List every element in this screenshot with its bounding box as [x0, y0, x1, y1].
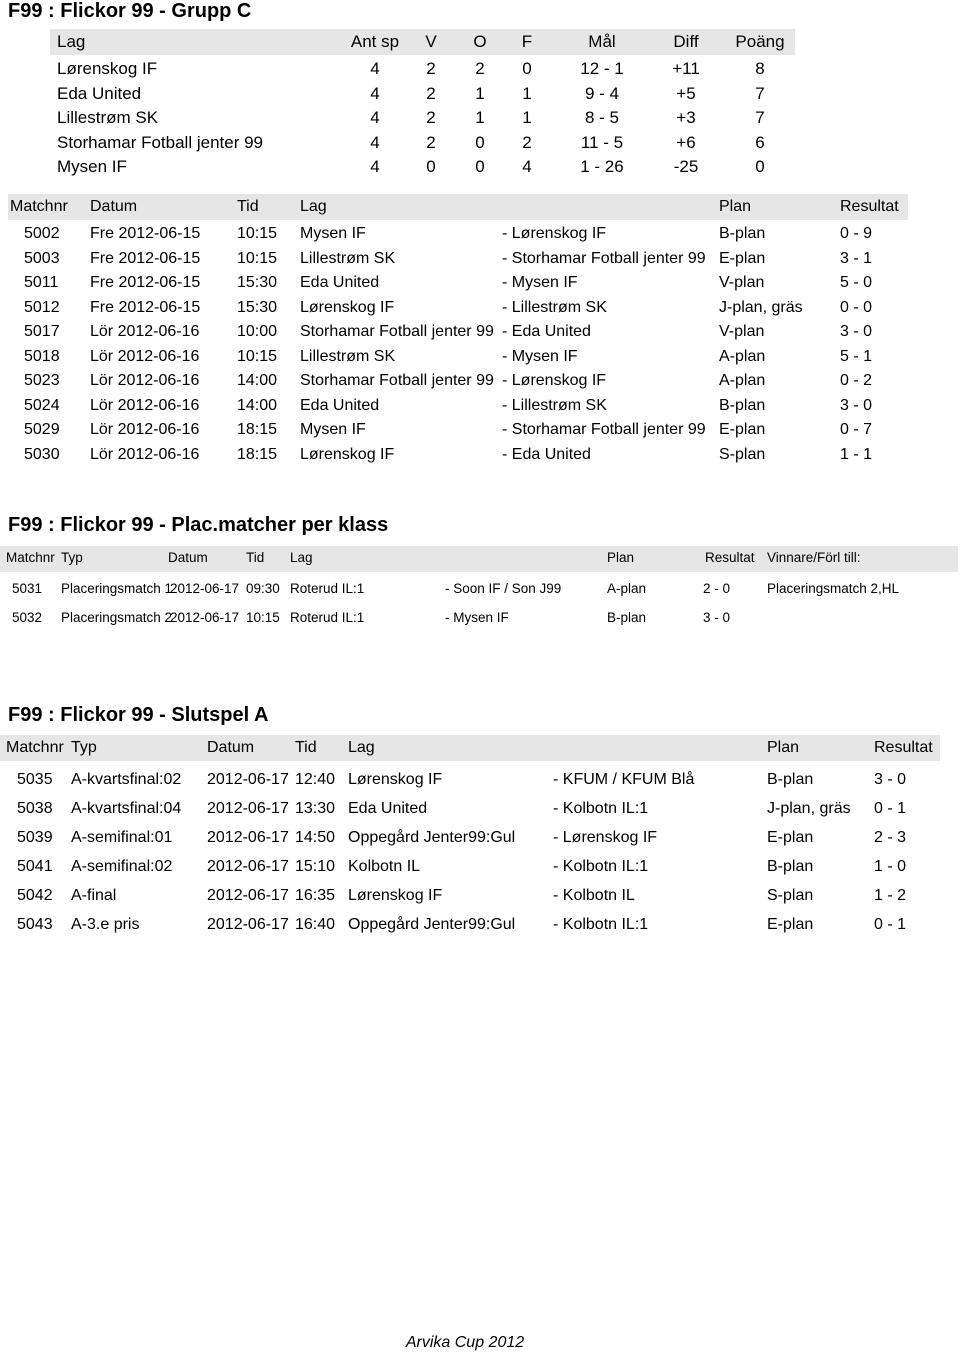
- slutspel-cell: 12:40: [295, 771, 336, 788]
- slutspel-cell: 5041: [17, 858, 53, 875]
- plac-header-cell: Plan: [607, 550, 635, 565]
- grupp-cell: Lørenskog IF: [57, 59, 158, 78]
- grupp-cell: 7: [755, 83, 765, 103]
- matches-header-cell: Datum: [90, 198, 138, 215]
- slutspel-cell: 16:35: [295, 887, 336, 904]
- matches-cell: - Lørenskog IF: [502, 372, 607, 389]
- grupp-cell: 4: [370, 157, 380, 176]
- matches-cell: - Lillestrøm SK: [502, 396, 607, 414]
- slutspel-cell: Lørenskog IF: [348, 771, 443, 788]
- grupp-cell: +5: [676, 83, 696, 103]
- grupp-cell: 1: [475, 108, 485, 127]
- matches-cell: Lørenskog IF: [300, 445, 395, 463]
- slutspel-cell: - KFUM / KFUM Blå: [553, 771, 695, 788]
- grupp-cell: 11 - 5: [580, 132, 624, 152]
- matches-cell: Fre 2012-06-15: [90, 249, 201, 267]
- matches-cell: Mysen IF: [300, 225, 366, 242]
- grupp-cell: Lillestrøm SK: [57, 108, 159, 127]
- slutspel-cell: 1 - 0: [874, 858, 907, 875]
- matches-header-cell: Matchnr: [10, 198, 68, 215]
- plac-header-cell: Datum: [168, 550, 208, 565]
- matches-cell: 5023: [24, 372, 60, 389]
- slutspel-cell: A-semifinal:02: [71, 858, 173, 875]
- grupp-cell: 2: [426, 132, 436, 152]
- matches-cell: 14:00: [237, 396, 278, 414]
- matches-cell: 5 - 0: [840, 274, 873, 291]
- plac-cell: Placeringsmatch 2,HL: [767, 581, 900, 596]
- matches-cell: 3 - 0: [840, 323, 873, 340]
- slutspel-cell: Oppegård Jenter99:Gul: [348, 916, 516, 933]
- slutspel-cell: - Kolbotn IL:1: [553, 916, 649, 933]
- grupp-cell: 6: [755, 132, 765, 152]
- slutspel-cell: Eda United: [348, 800, 428, 817]
- matches-cell: 5002: [24, 225, 60, 242]
- matches-cell: E-plan: [719, 421, 766, 438]
- slutspel-header-cell: Resultat: [874, 739, 933, 756]
- grupp-cell: 0: [475, 132, 485, 152]
- slutspel-cell: A-final: [71, 887, 117, 904]
- matches-cell: Lör 2012-06-16: [90, 372, 200, 389]
- grupp-cell: +11: [672, 59, 700, 78]
- slutspel-cell: Kolbotn IL: [348, 858, 421, 875]
- matches-cell: 10:15: [237, 347, 278, 365]
- matches-cell: - Storhamar Fotball jenter 99: [502, 249, 706, 267]
- plac-cell: Placeringsmatch 1: [61, 581, 173, 596]
- slutspel-cell: 1 - 2: [874, 887, 907, 904]
- slutspel-cell: 5035: [17, 771, 53, 788]
- matches-cell: 5024: [24, 396, 60, 414]
- matches-cell: A-plan: [719, 372, 766, 389]
- slutspel-cell: Oppegård Jenter99:Gul: [348, 829, 516, 846]
- grupp-header-cell: Mål: [588, 32, 616, 51]
- plac-cell: 5032: [12, 610, 43, 625]
- matches-cell: 10:15: [237, 225, 278, 242]
- matches-header-bar: [8, 194, 908, 220]
- matches-cell: A-plan: [719, 347, 766, 365]
- grupp-cell: 7: [755, 108, 765, 127]
- plac-header-cell: Tid: [246, 550, 265, 565]
- slutspel-cell: J-plan, gräs: [767, 800, 851, 817]
- slutspel-header-cell: Tid: [295, 739, 317, 756]
- matches-cell: Fre 2012-06-15: [90, 298, 201, 316]
- footer: Arvika Cup 2012: [405, 1334, 525, 1351]
- grupp-cell: Storhamar Fotball jenter 99: [57, 132, 263, 152]
- plac-cell: 10:15: [246, 610, 280, 625]
- slutspel-header-cell: Plan: [767, 739, 800, 756]
- slutspel-cell: E-plan: [767, 916, 814, 933]
- plac-header-cell: Typ: [61, 550, 83, 565]
- matches-cell: 5011: [24, 274, 59, 291]
- grupp-cell: 1: [522, 83, 532, 103]
- matches-cell: - Mysen IF: [502, 274, 578, 291]
- slutspel-cell: S-plan: [767, 887, 814, 904]
- slutspel-cell: - Kolbotn IL:1: [553, 858, 649, 875]
- slutspel-cell: 2012-06-17: [207, 858, 289, 875]
- matches-cell: 5012: [24, 298, 60, 316]
- grupp-cell: 0: [426, 157, 436, 176]
- grupp-cell: 1 - 26: [580, 157, 624, 176]
- grupp-cell: 4: [370, 108, 380, 127]
- slutspel-cell: A-3.e pris: [71, 916, 140, 933]
- matches-cell: 0 - 9: [840, 225, 873, 242]
- grupp-cell: -25: [673, 157, 699, 176]
- matches-cell: Lör 2012-06-16: [90, 421, 200, 438]
- matches-cell: 5 - 1: [840, 347, 873, 365]
- grupp-cell: 9 - 4: [584, 83, 620, 103]
- plac-cell: Placeringsmatch 2: [61, 610, 173, 625]
- slutspel-cell: 5042: [17, 887, 53, 904]
- matches-cell: Fre 2012-06-15: [90, 225, 201, 242]
- slutspel-cell: 2012-06-17: [207, 829, 289, 846]
- grupp-header-cell: Diff: [673, 32, 699, 51]
- slutspel-cell: E-plan: [767, 829, 814, 846]
- grupp-cell: 12 - 1: [580, 59, 624, 78]
- grupp-cell: 2: [426, 59, 436, 78]
- matches-header-cell: Resultat: [840, 198, 899, 215]
- grupp-title: F99 : Flickor 99 - Grupp C: [8, 0, 252, 22]
- matches-cell: - Lørenskog IF: [502, 225, 607, 242]
- grupp-cell: 0: [475, 157, 485, 176]
- grupp-header-cell: V: [425, 32, 437, 51]
- matches-cell: Eda United: [300, 274, 380, 291]
- plac-cell: 5031: [12, 581, 43, 596]
- plac-cell: - Soon IF / Son J99: [445, 581, 562, 596]
- slutspel-cell: 2012-06-17: [207, 771, 289, 788]
- matches-cell: 1 - 1: [840, 445, 873, 463]
- matches-cell: 18:15: [237, 421, 278, 438]
- slutspel-header-cell: Typ: [71, 739, 97, 756]
- matches-cell: E-plan: [719, 249, 766, 267]
- matches-cell: Storhamar Fotball jenter 99: [300, 372, 494, 389]
- matches-cell: Lørenskog IF: [300, 298, 395, 316]
- plac-header-cell: Lag: [290, 550, 313, 565]
- matches-cell: 5018: [24, 347, 60, 365]
- matches-header-cell: Tid: [237, 198, 259, 215]
- slutspel-cell: 15:10: [295, 858, 336, 875]
- slutspel-cell: 0 - 1: [874, 800, 907, 817]
- plac-header-cell: Matchnr: [6, 550, 55, 565]
- matches-cell: 5003: [24, 249, 60, 267]
- slutspel-cell: 14:50: [295, 829, 336, 846]
- grupp-header-cell: Lag: [57, 32, 86, 51]
- slutspel-cell: 0 - 1: [874, 916, 907, 933]
- slutspel-cell: - Kolbotn IL: [553, 887, 635, 904]
- plac-title: F99 : Flickor 99 - Plac.matcher per klass: [8, 514, 389, 536]
- matches-cell: 15:30: [237, 298, 278, 316]
- matches-cell: Lör 2012-06-16: [90, 445, 200, 463]
- slutspel-cell: 2012-06-17: [207, 916, 289, 933]
- grupp-cell: 2: [426, 83, 436, 103]
- matches-header-cell: Plan: [719, 198, 752, 215]
- grupp-header-cell: F: [521, 32, 533, 51]
- matches-cell: Lillestrøm SK: [300, 249, 396, 267]
- matches-cell: Mysen IF: [300, 421, 366, 438]
- slutspel-header-cell: Datum: [207, 739, 255, 756]
- matches-cell: 3 - 0: [840, 396, 873, 414]
- slutspel-cell: 5038: [17, 800, 53, 817]
- matches-cell: Eda United: [300, 396, 380, 414]
- plac-cell: 2 - 0: [703, 581, 731, 596]
- grupp-cell: 2: [475, 59, 485, 78]
- grupp-cell: 2: [426, 108, 436, 127]
- matches-cell: 0 - 0: [840, 298, 873, 316]
- grupp-cell: 4: [370, 132, 380, 152]
- matches-cell: 5017: [24, 323, 60, 340]
- matches-cell: S-plan: [719, 445, 766, 463]
- slutspel-title: F99 : Flickor 99 - Slutspel A: [8, 704, 269, 726]
- plac-cell: 2012-06-17: [170, 610, 240, 625]
- grupp-cell: 1: [475, 83, 485, 103]
- matches-cell: B-plan: [719, 396, 766, 414]
- matches-cell: B-plan: [719, 225, 766, 242]
- plac-cell: 2012-06-17: [170, 581, 240, 596]
- grupp-cell: 1: [522, 108, 532, 127]
- grupp-cell: 4: [370, 59, 380, 78]
- matches-cell: Lör 2012-06-16: [90, 396, 200, 414]
- plac-header-cell: Vinnare/Förl till:: [767, 550, 861, 565]
- matches-cell: 3 - 1: [840, 249, 873, 267]
- plac-cell: - Mysen IF: [445, 610, 509, 625]
- plac-cell: A-plan: [607, 581, 647, 596]
- matches-cell: 0 - 2: [840, 372, 873, 389]
- slutspel-cell: 2 - 3: [874, 829, 907, 846]
- matches-cell: Storhamar Fotball jenter 99: [300, 323, 494, 340]
- grupp-header-cell: Ant sp: [350, 32, 400, 51]
- grupp-header-cell: Poäng: [735, 32, 785, 51]
- slutspel-cell: B-plan: [767, 858, 814, 875]
- slutspel-cell: 2012-06-17: [207, 800, 289, 817]
- slutspel-cell: 3 - 0: [874, 771, 907, 788]
- matches-cell: Lillestrøm SK: [300, 347, 396, 365]
- matches-cell: Lör 2012-06-16: [90, 347, 200, 365]
- grupp-cell: Mysen IF: [57, 157, 127, 176]
- matches-cell: - Mysen IF: [502, 347, 578, 365]
- matches-cell: V-plan: [719, 274, 765, 291]
- slutspel-cell: Lørenskog IF: [348, 887, 443, 904]
- matches-cell: 10:00: [237, 323, 278, 340]
- grupp-cell: 0: [522, 59, 532, 78]
- matches-cell: 18:15: [237, 445, 278, 463]
- slutspel-cell: 5043: [17, 916, 53, 933]
- matches-cell: - Eda United: [502, 323, 591, 340]
- matches-cell: Lör 2012-06-16: [90, 323, 200, 340]
- slutspel-cell: B-plan: [767, 771, 814, 788]
- plac-cell: Roterud IL:1: [290, 610, 365, 625]
- slutspel-cell: 16:40: [295, 916, 336, 933]
- slutspel-cell: - Kolbotn IL:1: [553, 800, 649, 817]
- matches-cell: J-plan, gräs: [719, 298, 803, 316]
- plac-cell: 3 - 0: [703, 610, 731, 625]
- grupp-cell: +6: [676, 132, 696, 152]
- grupp-header-cell: O: [473, 32, 487, 51]
- grupp-cell: 2: [522, 132, 532, 152]
- slutspel-cell: - Lørenskog IF: [553, 829, 658, 846]
- slutspel-cell: A-semifinal:01: [71, 829, 173, 846]
- plac-cell: 09:30: [246, 581, 280, 596]
- plac-header-cell: Resultat: [705, 550, 755, 565]
- grupp-cell: 0: [755, 157, 765, 176]
- matches-cell: - Lillestrøm SK: [502, 298, 607, 316]
- grupp-cell: 4: [522, 157, 532, 176]
- slutspel-cell: A-kvartsfinal:02: [71, 771, 182, 788]
- matches-cell: 5030: [24, 445, 60, 463]
- grupp-cell: +3: [676, 108, 696, 127]
- grupp-cell: 8 - 5: [584, 108, 620, 127]
- slutspel-cell: 5039: [17, 829, 53, 846]
- slutspel-header-cell: Lag: [348, 739, 375, 756]
- slutspel-header-cell: Matchnr: [6, 739, 64, 756]
- matches-cell: 14:00: [237, 372, 278, 389]
- matches-cell: 15:30: [237, 274, 278, 291]
- slutspel-cell: A-kvartsfinal:04: [71, 800, 182, 817]
- plac-cell: B-plan: [607, 610, 647, 625]
- plac-cell: Roterud IL:1: [290, 581, 365, 596]
- slutspel-cell: 13:30: [295, 800, 336, 817]
- matches-cell: Fre 2012-06-15: [90, 274, 201, 291]
- slutspel-cell: 2012-06-17: [207, 887, 289, 904]
- matches-cell: - Eda United: [502, 445, 591, 463]
- matches-cell: 5029: [24, 421, 60, 438]
- matches-cell: 0 - 7: [840, 421, 873, 438]
- matches-cell: - Storhamar Fotball jenter 99: [502, 421, 706, 438]
- matches-cell: V-plan: [719, 323, 765, 340]
- grupp-cell: 4: [370, 83, 380, 103]
- grupp-cell: Eda United: [57, 83, 142, 103]
- matches-header-cell: Lag: [300, 198, 327, 215]
- matches-cell: 10:15: [237, 249, 278, 267]
- grupp-cell: 8: [755, 59, 765, 78]
